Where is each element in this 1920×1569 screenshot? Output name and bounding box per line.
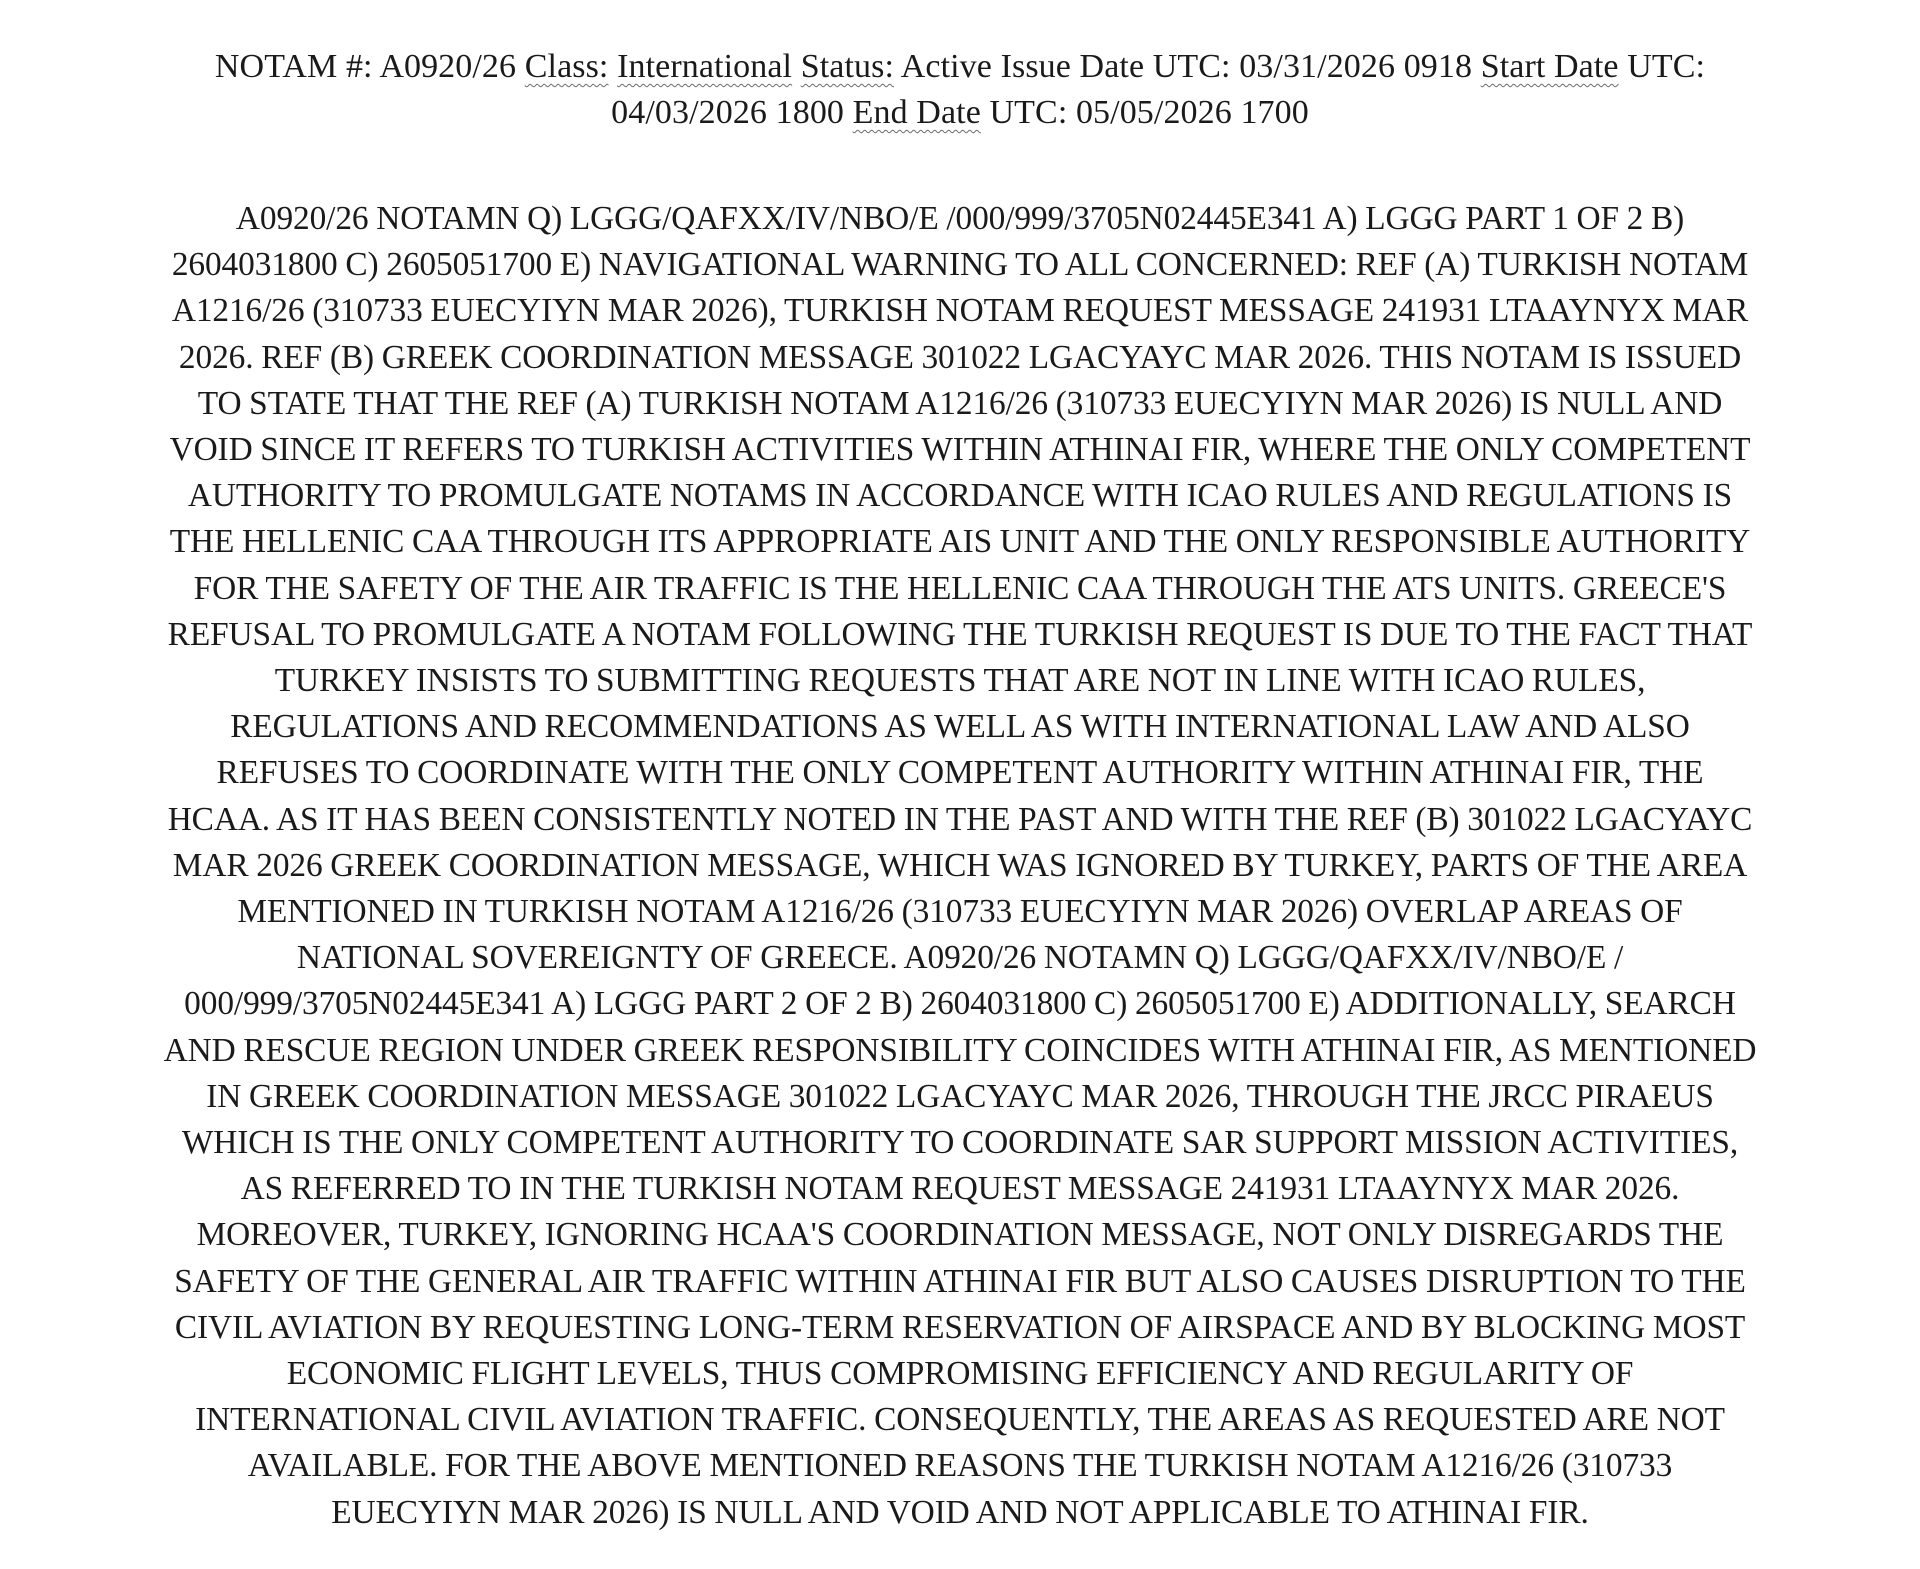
- start-date-value: 04/03/2026 1800: [611, 94, 845, 131]
- notam-body-line: MENTIONED IN TURKISH NOTAM A1216/26 (310733 EUECYIYN MAR 2026) OVERLAP AREAS OF: [237, 893, 1683, 931]
- notam-body-line: REFUSAL TO PROMULGATE A NOTAM FOLLOWING THE TURKISH REQUEST IS DUE TO THE FACT THAT: [167, 615, 1753, 653]
- status-value: Active: [900, 48, 992, 85]
- issue-date-label: Issue Date: [1000, 48, 1145, 85]
- notam-header: [40, 44, 1880, 136]
- notam-body-line: IN GREEK COORDINATION MESSAGE 301022 LGACYAYC MAR 2026, THROUGH THE JRCC PIRAEUS: [206, 1077, 1714, 1115]
- notam-body-line: THE HELLENIC CAA THROUGH ITS APPROPRIATE AIS UNIT AND THE ONLY RESPONSIBLE AUTHORITY: [169, 523, 1751, 561]
- notam-body-line: REFUSES TO COORDINATE WITH THE ONLY COMPETENT AUTHORITY WITHIN ATHINAI FIR, THE: [216, 754, 1704, 792]
- issue-date-value: UTC: 03/31/2026 0918: [1152, 48, 1473, 85]
- notam-body-line: AUTHORITY TO PROMULGATE NOTAMS IN ACCORDANCE WITH ICAO RULES AND REGULATIONS IS: [187, 477, 1733, 515]
- notam-body-line: TO STATE THAT THE REF (A) TURKISH NOTAM A1216/26 (310733 EUECYIYN MAR 2026) IS NULL AND: [197, 384, 1723, 422]
- notam-body-line: AS REFERRED TO IN THE TURKISH NOTAM REQUEST MESSAGE 241931 LTAAYNYX MAR 2026.: [240, 1170, 1680, 1208]
- notam-number: A0920/26: [379, 48, 517, 85]
- notam-body-line: AVAILABLE. FOR THE ABOVE MENTIONED REASONS THE TURKISH NOTAM A1216/26 (310733: [247, 1447, 1673, 1485]
- notam-body-line: ECONOMIC FLIGHT LEVELS, THUS COMPROMISING EFFICIENCY AND REGULARITY OF: [286, 1355, 1634, 1393]
- notam-body-line: INTERNATIONAL CIVIL AVIATION TRAFFIC. CONSEQUENTLY, THE AREAS AS REQUESTED ARE NOT: [195, 1401, 1725, 1439]
- notam-body-line: 2026. REF (B) GREEK COORDINATION MESSAGE 301022 LGACYAYC MAR 2026. THIS NOTAM IS ISSUED: [178, 338, 1742, 376]
- notam-body-line: AND RESCUE REGION UNDER GREEK RESPONSIBILITY COINCIDES WITH ATHINAI FIR, AS MENTIONED: [163, 1031, 1757, 1069]
- notam-body-line: MOREOVER, TURKEY, IGNORING HCAA'S COORDINATION MESSAGE, NOT ONLY DISREGARDS THE: [196, 1216, 1724, 1254]
- start-date-label: Start Date: [1480, 48, 1619, 85]
- notam-body-line: REGULATIONS AND RECOMMENDATIONS AS WELL AS WITH INTERNATIONAL LAW AND ALSO: [230, 708, 1690, 746]
- notam-body-line: FOR THE SAFETY OF THE AIR TRAFFIC IS THE HELLENIC CAA THROUGH THE ATS UNITS. GREECE'S: [193, 569, 1727, 607]
- notam-body-line: WHICH IS THE ONLY COMPETENT AUTHORITY TO COORDINATE SAR SUPPORT MISSION ACTIVITIES,: [181, 1124, 1739, 1162]
- notam-body-line: CIVIL AVIATION BY REQUESTING LONG-TERM RESERVATION OF AIRSPACE AND BY BLOCKING MOST: [174, 1308, 1746, 1346]
- notam-body-line: SAFETY OF THE GENERAL AIR TRAFFIC WITHIN ATHINAI FIR BUT ALSO CAUSES DISRUPTION TO THE: [174, 1262, 1746, 1300]
- notam-body-line: 2604031800 C) 2605051700 E) NAVIGATIONAL WARNING TO ALL CONCERNED: REF (A) TURKISH NOTAM: [171, 246, 1749, 284]
- notam-body-line: VOID SINCE IT REFERS TO TURKISH ACTIVITIES WITHIN ATHINAI FIR, WHERE THE ONLY COMPETENT: [169, 431, 1751, 469]
- end-date-value: UTC: 05/05/2026 1700: [989, 94, 1309, 131]
- notam-number-label: NOTAM #:: [214, 48, 373, 85]
- notam-body-line: 000/999/3705N02445E341 A) LGGG PART 2 OF 2 B) 2604031800 C) 2605051700 E) ADDITIONALLY, SEARCH: [184, 985, 1736, 1023]
- header-line-1: [40, 44, 1880, 90]
- notam-body-line: HCAA. AS IT HAS BEEN CONSISTENTLY NOTED IN THE PAST AND WITH THE REF (B) 301022 LGACYAYC: [167, 800, 1753, 838]
- start-date-utc: UTC:: [1627, 48, 1706, 85]
- header-line-2: [40, 90, 1880, 136]
- status-label: Status:: [800, 48, 894, 85]
- notam-body-line: EUECYIYN MAR 2026) IS NULL AND VOID AND NOT APPLICABLE TO ATHINAI FIR.: [331, 1493, 1589, 1531]
- notam-body: [1, 196, 1919, 1536]
- end-date-label: End Date: [852, 94, 981, 131]
- notam-body-line: A0920/26 NOTAMN Q) LGGG/QAFXX/IV/NBO/E /000/999/3705N02445E341 A) LGGG PART 1 OF 2 B): [235, 200, 1685, 237]
- class-value: International: [617, 48, 793, 85]
- notam-body-line: NATIONAL SOVEREIGNTY OF GREECE. A0920/26 NOTAMN Q) LGGG/QAFXX/IV/NBO/E /: [296, 939, 1624, 977]
- notam-body-line: TURKEY INSISTS TO SUBMITTING REQUESTS THAT ARE NOT IN LINE WITH ICAO RULES,: [274, 662, 1646, 700]
- class-label: Class:: [524, 48, 609, 85]
- notam-body-line: MAR 2026 GREEK COORDINATION MESSAGE, WHICH WAS IGNORED BY TURKEY, PARTS OF THE AREA: [172, 846, 1748, 884]
- notam-body-line: A1216/26 (310733 EUECYIYN MAR 2026), TURKISH NOTAM REQUEST MESSAGE 241931 LTAAYNYX MAR: [171, 292, 1749, 330]
